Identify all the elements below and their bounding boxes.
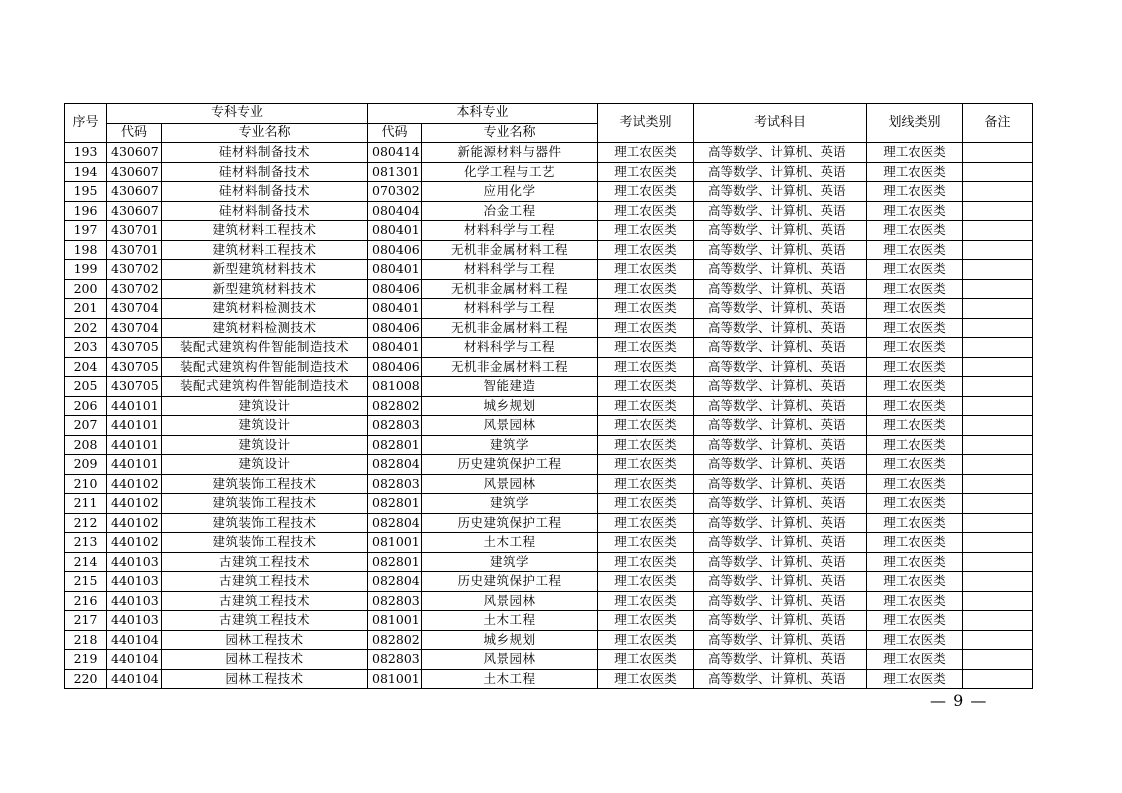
row-remarks <box>963 552 1033 572</box>
row-benke-name: 风景园林 <box>422 650 598 670</box>
row-zhuanke-code: 430702 <box>107 260 162 280</box>
table-row <box>65 650 1033 670</box>
row-exam-category: 理工农医类 <box>598 630 694 650</box>
row-zhuanke-code: 440101 <box>107 396 162 416</box>
row-exam-subjects: 高等数学、计算机、英语 <box>694 143 867 163</box>
row-zhuanke-name: 园林工程技术 <box>162 669 368 689</box>
row-seq: 195 <box>65 182 107 202</box>
row-benke-name: 材料科学与工程 <box>422 299 598 319</box>
header-exam-subjects: 考试科目 <box>694 104 867 143</box>
row-exam-category: 理工农医类 <box>598 299 694 319</box>
row-benke-name: 风景园林 <box>422 416 598 436</box>
row-zhuanke-code: 430607 <box>107 143 162 163</box>
row-zhuanke-name: 古建筑工程技术 <box>162 611 368 631</box>
row-zhuanke-name: 园林工程技术 <box>162 650 368 670</box>
row-remarks <box>963 143 1033 163</box>
row-exam-category: 理工农医类 <box>598 650 694 670</box>
table-row <box>65 162 1033 182</box>
row-line-category: 理工农医类 <box>867 455 963 475</box>
row-seq: 218 <box>65 630 107 650</box>
row-seq: 220 <box>65 669 107 689</box>
row-exam-subjects: 高等数学、计算机、英语 <box>694 201 867 221</box>
row-remarks <box>963 650 1033 670</box>
row-zhuanke-name: 古建筑工程技术 <box>162 591 368 611</box>
row-seq: 217 <box>65 611 107 631</box>
row-benke-code: 081008 <box>368 377 422 397</box>
row-zhuanke-code: 440101 <box>107 455 162 475</box>
row-zhuanke-code: 440103 <box>107 552 162 572</box>
row-line-category: 理工农医类 <box>867 513 963 533</box>
row-exam-category: 理工农医类 <box>598 143 694 163</box>
row-exam-subjects: 高等数学、计算机、英语 <box>694 221 867 241</box>
row-zhuanke-name: 硅材料制备技术 <box>162 162 368 182</box>
row-exam-category: 理工农医类 <box>598 396 694 416</box>
row-line-category: 理工农医类 <box>867 162 963 182</box>
row-benke-name: 无机非金属材料工程 <box>422 279 598 299</box>
table-row <box>65 474 1033 494</box>
row-benke-name: 城乡规划 <box>422 630 598 650</box>
row-line-category: 理工农医类 <box>867 240 963 260</box>
row-benke-code: 080414 <box>368 143 422 163</box>
row-benke-name: 建筑学 <box>422 552 598 572</box>
table-row <box>65 455 1033 475</box>
row-zhuanke-name: 建筑设计 <box>162 396 368 416</box>
row-benke-code: 080401 <box>368 338 422 358</box>
row-zhuanke-code: 440103 <box>107 591 162 611</box>
table-body <box>65 143 1033 689</box>
row-zhuanke-code: 440102 <box>107 474 162 494</box>
row-zhuanke-name: 建筑装饰工程技术 <box>162 533 368 553</box>
table-row <box>65 279 1033 299</box>
row-seq: 199 <box>65 260 107 280</box>
row-line-category: 理工农医类 <box>867 357 963 377</box>
table-row <box>65 240 1033 260</box>
row-zhuanke-code: 430704 <box>107 299 162 319</box>
row-benke-code: 082803 <box>368 591 422 611</box>
row-benke-name: 无机非金属材料工程 <box>422 357 598 377</box>
row-benke-code: 080406 <box>368 318 422 338</box>
row-benke-name: 智能建造 <box>422 377 598 397</box>
row-benke-name: 历史建筑保护工程 <box>422 513 598 533</box>
row-seq: 204 <box>65 357 107 377</box>
row-seq: 219 <box>65 650 107 670</box>
row-line-category: 理工农医类 <box>867 650 963 670</box>
row-zhuanke-name: 建筑材料工程技术 <box>162 240 368 260</box>
row-line-category: 理工农医类 <box>867 494 963 514</box>
row-benke-name: 材料科学与工程 <box>422 338 598 358</box>
header-zhuanke: 专科专业 <box>107 104 368 124</box>
row-exam-subjects: 高等数学、计算机、英语 <box>694 533 867 553</box>
row-exam-subjects: 高等数学、计算机、英语 <box>694 260 867 280</box>
row-exam-subjects: 高等数学、计算机、英语 <box>694 338 867 358</box>
row-seq: 211 <box>65 494 107 514</box>
row-seq: 201 <box>65 299 107 319</box>
row-zhuanke-code: 440102 <box>107 494 162 514</box>
header-exam-category: 考试类别 <box>598 104 694 143</box>
row-remarks <box>963 435 1033 455</box>
row-zhuanke-code: 440103 <box>107 572 162 592</box>
table-row <box>65 494 1033 514</box>
row-zhuanke-name: 装配式建筑构件智能制造技术 <box>162 377 368 397</box>
row-seq: 200 <box>65 279 107 299</box>
row-line-category: 理工农医类 <box>867 669 963 689</box>
row-exam-subjects: 高等数学、计算机、英语 <box>694 318 867 338</box>
row-exam-subjects: 高等数学、计算机、英语 <box>694 552 867 572</box>
row-line-category: 理工农医类 <box>867 143 963 163</box>
header-line-category: 划线类别 <box>867 104 963 143</box>
table-header <box>65 104 1033 143</box>
row-zhuanke-name: 建筑材料工程技术 <box>162 221 368 241</box>
row-zhuanke-code: 430705 <box>107 377 162 397</box>
row-exam-category: 理工农医类 <box>598 221 694 241</box>
row-exam-category: 理工农医类 <box>598 455 694 475</box>
row-exam-category: 理工农医类 <box>598 533 694 553</box>
row-remarks <box>963 513 1033 533</box>
table-row <box>65 182 1033 202</box>
row-benke-code: 082803 <box>368 416 422 436</box>
row-remarks <box>963 201 1033 221</box>
row-benke-name: 风景园林 <box>422 474 598 494</box>
row-zhuanke-code: 430702 <box>107 279 162 299</box>
row-zhuanke-name: 装配式建筑构件智能制造技术 <box>162 338 368 358</box>
row-exam-category: 理工农医类 <box>598 201 694 221</box>
row-zhuanke-code: 440101 <box>107 416 162 436</box>
row-benke-code: 080406 <box>368 357 422 377</box>
table-row <box>65 357 1033 377</box>
row-benke-name: 应用化学 <box>422 182 598 202</box>
row-line-category: 理工农医类 <box>867 338 963 358</box>
row-benke-code: 081301 <box>368 162 422 182</box>
row-exam-category: 理工农医类 <box>598 591 694 611</box>
row-benke-code: 080401 <box>368 221 422 241</box>
row-remarks <box>963 669 1033 689</box>
row-benke-name: 历史建筑保护工程 <box>422 572 598 592</box>
row-zhuanke-code: 430705 <box>107 357 162 377</box>
row-exam-subjects: 高等数学、计算机、英语 <box>694 162 867 182</box>
row-seq: 209 <box>65 455 107 475</box>
header-benke: 本科专业 <box>368 104 598 124</box>
row-line-category: 理工农医类 <box>867 377 963 397</box>
row-seq: 207 <box>65 416 107 436</box>
row-remarks <box>963 455 1033 475</box>
row-remarks <box>963 377 1033 397</box>
row-benke-code: 082804 <box>368 513 422 533</box>
row-exam-category: 理工农医类 <box>598 416 694 436</box>
row-exam-subjects: 高等数学、计算机、英语 <box>694 591 867 611</box>
row-zhuanke-name: 建筑材料检测技术 <box>162 318 368 338</box>
row-remarks <box>963 396 1033 416</box>
row-zhuanke-code: 430607 <box>107 162 162 182</box>
row-line-category: 理工农医类 <box>867 279 963 299</box>
header-zhuanke-name: 专业名称 <box>162 123 368 143</box>
row-benke-code: 082802 <box>368 396 422 416</box>
row-zhuanke-code: 430701 <box>107 240 162 260</box>
row-benke-name: 土木工程 <box>422 533 598 553</box>
row-exam-subjects: 高等数学、计算机、英语 <box>694 474 867 494</box>
row-exam-category: 理工农医类 <box>598 552 694 572</box>
row-benke-name: 新能源材料与器件 <box>422 143 598 163</box>
row-zhuanke-name: 装配式建筑构件智能制造技术 <box>162 357 368 377</box>
row-benke-code: 070302 <box>368 182 422 202</box>
table-row <box>65 221 1033 241</box>
row-zhuanke-name: 硅材料制备技术 <box>162 201 368 221</box>
header-remarks: 备注 <box>963 104 1033 143</box>
row-benke-name: 无机非金属材料工程 <box>422 240 598 260</box>
row-exam-category: 理工农医类 <box>598 474 694 494</box>
table-row <box>65 513 1033 533</box>
row-line-category: 理工农医类 <box>867 416 963 436</box>
table-row <box>65 143 1033 163</box>
table-row <box>65 435 1033 455</box>
table-row <box>65 591 1033 611</box>
table-row <box>65 611 1033 631</box>
row-benke-code: 082801 <box>368 494 422 514</box>
row-zhuanke-code: 430705 <box>107 338 162 358</box>
row-remarks <box>963 572 1033 592</box>
row-seq: 215 <box>65 572 107 592</box>
row-zhuanke-code: 430607 <box>107 201 162 221</box>
table-row <box>65 299 1033 319</box>
row-line-category: 理工农医类 <box>867 318 963 338</box>
table-row <box>65 552 1033 572</box>
row-line-category: 理工农医类 <box>867 201 963 221</box>
table-row <box>65 396 1033 416</box>
row-benke-code: 081001 <box>368 533 422 553</box>
majors-table <box>64 103 1033 689</box>
row-remarks <box>963 299 1033 319</box>
row-benke-name: 土木工程 <box>422 611 598 631</box>
row-exam-category: 理工农医类 <box>598 435 694 455</box>
row-benke-name: 历史建筑保护工程 <box>422 455 598 475</box>
row-benke-name: 材料科学与工程 <box>422 221 598 241</box>
row-zhuanke-name: 建筑装饰工程技术 <box>162 474 368 494</box>
row-zhuanke-name: 硅材料制备技术 <box>162 182 368 202</box>
row-exam-subjects: 高等数学、计算机、英语 <box>694 494 867 514</box>
row-benke-code: 082803 <box>368 474 422 494</box>
row-seq: 214 <box>65 552 107 572</box>
row-seq: 206 <box>65 396 107 416</box>
row-exam-category: 理工农医类 <box>598 494 694 514</box>
row-exam-category: 理工农医类 <box>598 611 694 631</box>
row-exam-category: 理工农医类 <box>598 260 694 280</box>
row-seq: 197 <box>65 221 107 241</box>
row-remarks <box>963 260 1033 280</box>
row-zhuanke-name: 硅材料制备技术 <box>162 143 368 163</box>
row-zhuanke-code: 440102 <box>107 533 162 553</box>
row-benke-name: 风景园林 <box>422 591 598 611</box>
row-zhuanke-code: 440102 <box>107 513 162 533</box>
row-benke-code: 080401 <box>368 260 422 280</box>
row-benke-code: 080406 <box>368 240 422 260</box>
table-row <box>65 377 1033 397</box>
row-seq: 193 <box>65 143 107 163</box>
row-exam-subjects: 高等数学、计算机、英语 <box>694 299 867 319</box>
table-row <box>65 260 1033 280</box>
row-benke-code: 082804 <box>368 572 422 592</box>
row-line-category: 理工农医类 <box>867 299 963 319</box>
row-zhuanke-name: 新型建筑材料技术 <box>162 279 368 299</box>
row-remarks <box>963 221 1033 241</box>
row-exam-category: 理工农医类 <box>598 377 694 397</box>
row-exam-category: 理工农医类 <box>598 182 694 202</box>
table-row <box>65 201 1033 221</box>
row-remarks <box>963 611 1033 631</box>
row-seq: 202 <box>65 318 107 338</box>
row-zhuanke-name: 园林工程技术 <box>162 630 368 650</box>
row-seq: 196 <box>65 201 107 221</box>
header-benke-name: 专业名称 <box>422 123 598 143</box>
row-exam-subjects: 高等数学、计算机、英语 <box>694 357 867 377</box>
row-remarks <box>963 162 1033 182</box>
row-remarks <box>963 279 1033 299</box>
row-seq: 194 <box>65 162 107 182</box>
row-zhuanke-code: 430704 <box>107 318 162 338</box>
table-row <box>65 669 1033 689</box>
table-row <box>65 318 1033 338</box>
row-exam-subjects: 高等数学、计算机、英语 <box>694 630 867 650</box>
row-remarks <box>963 474 1033 494</box>
row-benke-code: 081001 <box>368 611 422 631</box>
table-row <box>65 338 1033 358</box>
row-exam-subjects: 高等数学、计算机、英语 <box>694 279 867 299</box>
row-exam-category: 理工农医类 <box>598 357 694 377</box>
row-benke-name: 化学工程与工艺 <box>422 162 598 182</box>
row-zhuanke-name: 建筑设计 <box>162 416 368 436</box>
page-number: — 9 — <box>930 691 988 710</box>
header-benke-code: 代码 <box>368 123 422 143</box>
row-remarks <box>963 357 1033 377</box>
row-benke-name: 建筑学 <box>422 494 598 514</box>
row-zhuanke-code: 440104 <box>107 650 162 670</box>
row-line-category: 理工农医类 <box>867 611 963 631</box>
row-line-category: 理工农医类 <box>867 533 963 553</box>
row-line-category: 理工农医类 <box>867 182 963 202</box>
row-exam-category: 理工农医类 <box>598 572 694 592</box>
row-benke-code: 080401 <box>368 299 422 319</box>
row-exam-subjects: 高等数学、计算机、英语 <box>694 455 867 475</box>
row-zhuanke-code: 440104 <box>107 630 162 650</box>
table-row <box>65 416 1033 436</box>
row-benke-name: 城乡规划 <box>422 396 598 416</box>
row-benke-code: 082802 <box>368 630 422 650</box>
row-exam-category: 理工农医类 <box>598 162 694 182</box>
row-remarks <box>963 416 1033 436</box>
row-benke-name: 冶金工程 <box>422 201 598 221</box>
row-seq: 205 <box>65 377 107 397</box>
row-seq: 216 <box>65 591 107 611</box>
row-exam-category: 理工农医类 <box>598 318 694 338</box>
row-benke-code: 082801 <box>368 435 422 455</box>
row-zhuanke-code: 430607 <box>107 182 162 202</box>
table-row <box>65 533 1033 553</box>
row-line-category: 理工农医类 <box>867 591 963 611</box>
row-exam-subjects: 高等数学、计算机、英语 <box>694 513 867 533</box>
row-line-category: 理工农医类 <box>867 221 963 241</box>
row-zhuanke-name: 建筑设计 <box>162 435 368 455</box>
row-remarks <box>963 494 1033 514</box>
row-exam-subjects: 高等数学、计算机、英语 <box>694 572 867 592</box>
row-exam-subjects: 高等数学、计算机、英语 <box>694 182 867 202</box>
row-zhuanke-name: 古建筑工程技术 <box>162 552 368 572</box>
row-seq: 213 <box>65 533 107 553</box>
row-exam-subjects: 高等数学、计算机、英语 <box>694 669 867 689</box>
row-benke-code: 080406 <box>368 279 422 299</box>
row-benke-code: 081001 <box>368 669 422 689</box>
row-remarks <box>963 591 1033 611</box>
row-seq: 208 <box>65 435 107 455</box>
row-remarks <box>963 338 1033 358</box>
row-remarks <box>963 630 1033 650</box>
row-zhuanke-code: 440103 <box>107 611 162 631</box>
table-row <box>65 630 1033 650</box>
row-line-category: 理工农医类 <box>867 435 963 455</box>
row-benke-code: 082804 <box>368 455 422 475</box>
row-zhuanke-name: 建筑设计 <box>162 455 368 475</box>
row-line-category: 理工农医类 <box>867 474 963 494</box>
row-line-category: 理工农医类 <box>867 552 963 572</box>
row-exam-subjects: 高等数学、计算机、英语 <box>694 435 867 455</box>
row-zhuanke-code: 440104 <box>107 669 162 689</box>
row-exam-category: 理工农医类 <box>598 279 694 299</box>
row-remarks <box>963 533 1033 553</box>
header-seq: 序号 <box>65 104 107 143</box>
row-exam-category: 理工农医类 <box>598 669 694 689</box>
row-zhuanke-name: 建筑装饰工程技术 <box>162 513 368 533</box>
row-line-category: 理工农医类 <box>867 260 963 280</box>
header-zhuanke-code: 代码 <box>107 123 162 143</box>
row-exam-category: 理工农医类 <box>598 338 694 358</box>
row-line-category: 理工农医类 <box>867 630 963 650</box>
row-exam-category: 理工农医类 <box>598 513 694 533</box>
row-remarks <box>963 318 1033 338</box>
row-zhuanke-name: 建筑装饰工程技术 <box>162 494 368 514</box>
row-exam-subjects: 高等数学、计算机、英语 <box>694 240 867 260</box>
row-exam-subjects: 高等数学、计算机、英语 <box>694 377 867 397</box>
row-zhuanke-code: 430701 <box>107 221 162 241</box>
row-seq: 212 <box>65 513 107 533</box>
row-exam-subjects: 高等数学、计算机、英语 <box>694 416 867 436</box>
row-benke-code: 082803 <box>368 650 422 670</box>
row-remarks <box>963 182 1033 202</box>
row-seq: 203 <box>65 338 107 358</box>
row-zhuanke-code: 440101 <box>107 435 162 455</box>
row-remarks <box>963 240 1033 260</box>
row-benke-name: 材料科学与工程 <box>422 260 598 280</box>
row-seq: 210 <box>65 474 107 494</box>
row-zhuanke-name: 古建筑工程技术 <box>162 572 368 592</box>
row-benke-name: 土木工程 <box>422 669 598 689</box>
row-zhuanke-name: 新型建筑材料技术 <box>162 260 368 280</box>
row-zhuanke-name: 建筑材料检测技术 <box>162 299 368 319</box>
row-line-category: 理工农医类 <box>867 396 963 416</box>
row-exam-subjects: 高等数学、计算机、英语 <box>694 611 867 631</box>
table-row <box>65 572 1033 592</box>
row-exam-category: 理工农医类 <box>598 240 694 260</box>
row-benke-code: 080404 <box>368 201 422 221</box>
row-benke-name: 无机非金属材料工程 <box>422 318 598 338</box>
row-benke-code: 082801 <box>368 552 422 572</box>
row-seq: 198 <box>65 240 107 260</box>
row-exam-subjects: 高等数学、计算机、英语 <box>694 650 867 670</box>
row-line-category: 理工农医类 <box>867 572 963 592</box>
row-benke-name: 建筑学 <box>422 435 598 455</box>
row-exam-subjects: 高等数学、计算机、英语 <box>694 396 867 416</box>
